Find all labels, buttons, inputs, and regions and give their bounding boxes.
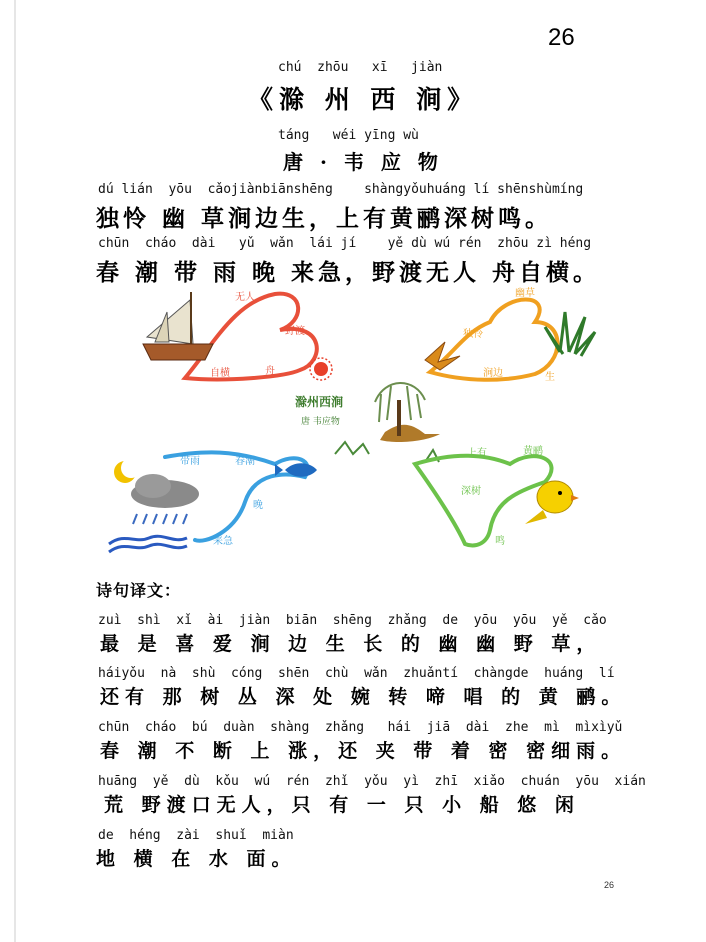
translation-line-5: 地 横 在 水 面。 [96, 848, 297, 870]
translation-line-2: 还有 那 树 丛 深 处 婉 转 啼 唱 的 黄 鹂。 [100, 686, 627, 708]
mindmap-label-bottom-right-2: 黄鹂 [523, 446, 543, 457]
mindmap-label-top-left-2: 野渡 [285, 326, 305, 337]
mindmap-center-title: 滁州西涧 [295, 395, 344, 409]
poem-author: 唐 · 韦 应 物 [283, 150, 443, 174]
translation-line-4: 荒 野渡口无人，只 有 一 只 小 船 悠 闲 [104, 794, 580, 816]
mindmap-label-bottom-left-2: 春潮 [235, 456, 255, 467]
mindmap-label-bottom-left-1: 带雨 [180, 456, 200, 467]
mindmap-label-top-right-2: 幽草 [515, 288, 535, 299]
author-pinyin: táng wéi yīng wù [278, 128, 419, 143]
title-pinyin: chú zhōu xī jiàn [278, 60, 443, 75]
mindmap-label-top-right-1: 独怜 [463, 329, 483, 340]
branch-bottom-right-curve [415, 456, 552, 546]
mindmap-label-bottom-left-3: 晚 [253, 500, 263, 511]
translation-section-label: 诗句译文： [96, 581, 182, 600]
translation-line-3-pinyin: chūn cháo bú duàn shàng zhǎng hái jiā dài zhe mì mìxìyǔ [98, 720, 623, 735]
poem-line-2-pinyin: chūn cháo dài yǔ wǎn lái jí yě dù wú rén zhōu zì héng [98, 236, 592, 251]
mindmap-label-top-left-4: 舟 [265, 366, 275, 377]
translation-line-1: 最 是 喜 爱 涧 边 生 长 的 幽 幽 野 草， [100, 633, 602, 655]
mindmap-label-bottom-right-1: 上有 [467, 448, 487, 459]
willow-tree-icon [375, 383, 440, 442]
mindmap-label-top-right-4: 生 [545, 372, 555, 383]
mindmap-label-top-left-1: 无人 [235, 292, 255, 303]
poem-title: 《滁 州 西 涧》 [248, 85, 479, 114]
poem-line-1: 独怜 幽 草涧边生，上有黄鹂深树鸣。 [96, 205, 553, 232]
mindmap-label-top-left-3: 自横 [210, 368, 230, 379]
page-number-bottom: 26 [604, 880, 615, 890]
mindmap-label-bottom-right-4: 鸣 [495, 536, 505, 547]
mindmap-label-top-right-3: 涧边 [483, 368, 503, 379]
mindmap-label-bottom-right-3: 深树 [461, 486, 481, 497]
translation-line-1-pinyin: zuì shì xǐ ài jiàn biān shēng zhǎng de yōu yōu yě cǎo [98, 613, 607, 628]
waves-icon [109, 536, 187, 552]
crescent-moon-icon [114, 458, 141, 483]
mindmap-center-author: 唐 韦应物 [301, 417, 340, 427]
rain-cloud-icon [131, 474, 199, 524]
poem-mind-map [95, 282, 615, 560]
translation-line-4-pinyin: huāng yě dù kǒu wú rén zhǐ yǒu yì zhī xiǎo chuán yōu xián [98, 774, 646, 789]
translation-line-5-pinyin: de héng zài shuǐ miàn [98, 828, 294, 843]
poem-line-1-pinyin: dú lián yōu cǎojiànbiānshēng shàngyǒuhuáng lí shēnshùmíng [98, 182, 584, 197]
grass-tuft-icon [545, 312, 595, 356]
sailboat-icon [143, 292, 213, 360]
translation-line-3: 春 潮 不 断 上 涨，还 夹 带 着 密 密细雨。 [100, 740, 627, 762]
page-number-top: 26 [548, 24, 575, 51]
mindmap-label-bottom-left-4: 来急 [213, 536, 233, 547]
center-grass [335, 442, 439, 462]
page-left-edge [14, 0, 16, 942]
translation-line-2-pinyin: háiyǒu nà shù cóng shēn chù wǎn zhuǎntí chàngde huáng lí [98, 666, 615, 681]
poem-line-2: 春 潮 带 雨 晚 来急，野渡无人 舟自横。 [96, 259, 601, 286]
